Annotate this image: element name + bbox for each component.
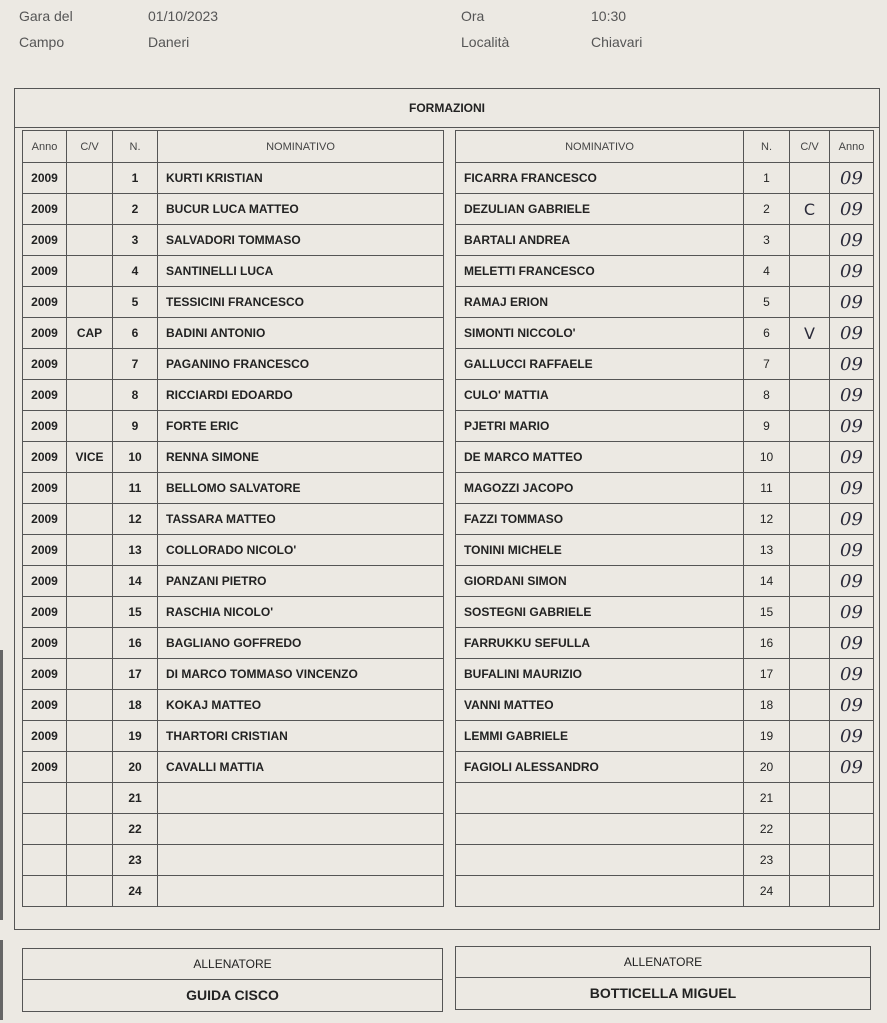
anno-cell <box>23 845 67 876</box>
cv-cell <box>790 690 830 721</box>
away-player-row <box>456 504 874 535</box>
cv-cell <box>790 535 830 566</box>
cv-cell <box>67 721 113 752</box>
player-name-cell: PJETRI MARIO <box>456 411 744 442</box>
number-cell: 23 <box>113 845 158 876</box>
number-cell: 9 <box>744 411 790 442</box>
cv-cell: C <box>790 194 830 225</box>
anno-cell: 2009 <box>23 473 67 504</box>
player-name-cell: CULO' MATTIA <box>456 380 744 411</box>
anno-cell: 2009 <box>23 535 67 566</box>
number-cell: 8 <box>113 380 158 411</box>
number-cell: 6 <box>113 318 158 349</box>
cv-cell <box>790 876 830 907</box>
away-player-row <box>456 287 874 318</box>
anno-cell: 09 <box>830 256 874 287</box>
away-player-row <box>456 411 874 442</box>
player-name-cell <box>456 845 744 876</box>
player-name-cell: LEMMI GABRIELE <box>456 721 744 752</box>
home-coach-label: ALLENATORE <box>23 949 442 980</box>
n-header: N. <box>113 131 158 163</box>
number-cell: 5 <box>113 287 158 318</box>
number-cell: 22 <box>744 814 790 845</box>
cv-cell <box>67 845 113 876</box>
anno-cell: 2009 <box>23 194 67 225</box>
cv-cell <box>67 287 113 318</box>
away-player-row <box>456 721 874 752</box>
number-cell: 18 <box>113 690 158 721</box>
cv-cell <box>67 597 113 628</box>
cv-cell <box>67 504 113 535</box>
away-player-row <box>456 535 874 566</box>
anno-cell: 2009 <box>23 411 67 442</box>
cv-cell <box>790 845 830 876</box>
home-player-row <box>23 504 444 535</box>
cv-cell <box>790 442 830 473</box>
number-cell: 24 <box>113 876 158 907</box>
away-player-row <box>456 194 874 225</box>
player-name-cell: TONINI MICHELE <box>456 535 744 566</box>
home-header-row <box>23 131 444 163</box>
player-name-cell <box>456 876 744 907</box>
away-player-row <box>456 256 874 287</box>
player-name-cell: FAZZI TOMMASO <box>456 504 744 535</box>
page-edge <box>0 650 3 920</box>
number-cell: 11 <box>113 473 158 504</box>
player-name-cell: GALLUCCI RAFFAELE <box>456 349 744 380</box>
ora-label: Ora <box>461 8 485 24</box>
home-team-table <box>22 130 444 907</box>
cv-cell <box>790 473 830 504</box>
cv-cell <box>67 814 113 845</box>
number-cell: 16 <box>113 628 158 659</box>
home-player-row <box>23 287 444 318</box>
number-cell: 10 <box>744 442 790 473</box>
number-cell: 13 <box>113 535 158 566</box>
localita-value: Chiavari <box>591 34 643 50</box>
player-name-cell: RICCIARDI EDOARDO <box>158 380 444 411</box>
anno-cell <box>23 783 67 814</box>
cv-cell <box>67 752 113 783</box>
number-cell: 1 <box>113 163 158 194</box>
away-player-row <box>456 380 874 411</box>
anno-cell: 09 <box>830 442 874 473</box>
cv-cell <box>67 566 113 597</box>
player-name-cell: BARTALI ANDREA <box>456 225 744 256</box>
cv-cell <box>67 163 113 194</box>
number-cell: 4 <box>113 256 158 287</box>
anno-cell: 09 <box>830 597 874 628</box>
number-cell: 14 <box>113 566 158 597</box>
number-cell: 15 <box>113 597 158 628</box>
cv-cell <box>67 628 113 659</box>
nominativo-header: NOMINATIVO <box>456 131 744 163</box>
home-player-row <box>23 752 444 783</box>
cv-cell: CAP <box>67 318 113 349</box>
away-player-row <box>456 442 874 473</box>
cv-cell <box>67 473 113 504</box>
away-player-row <box>456 349 874 380</box>
cv-cell <box>790 411 830 442</box>
home-player-row <box>23 876 444 907</box>
number-cell: 21 <box>113 783 158 814</box>
anno-cell: 2009 <box>23 442 67 473</box>
away-player-row <box>456 473 874 504</box>
player-name-cell: SALVADORI TOMMASO <box>158 225 444 256</box>
anno-cell: 2009 <box>23 628 67 659</box>
number-cell: 1 <box>744 163 790 194</box>
player-name-cell <box>158 876 444 907</box>
home-coach-box <box>22 948 443 1012</box>
player-name-cell: BUFALINI MAURIZIO <box>456 659 744 690</box>
number-cell: 23 <box>744 845 790 876</box>
cv-cell <box>67 783 113 814</box>
player-name-cell: SIMONTI NICCOLO' <box>456 318 744 349</box>
player-name-cell: SANTINELLI LUCA <box>158 256 444 287</box>
number-cell: 5 <box>744 287 790 318</box>
player-name-cell: BADINI ANTONIO <box>158 318 444 349</box>
player-name-cell <box>158 783 444 814</box>
anno-cell: 09 <box>830 380 874 411</box>
anno-cell: 2009 <box>23 504 67 535</box>
anno-cell: 2009 <box>23 256 67 287</box>
cv-cell <box>790 380 830 411</box>
number-cell: 22 <box>113 814 158 845</box>
away-player-row <box>456 690 874 721</box>
number-cell: 14 <box>744 566 790 597</box>
away-player-row <box>456 597 874 628</box>
player-name-cell: BUCUR LUCA MATTEO <box>158 194 444 225</box>
player-name-cell: PAGANINO FRANCESCO <box>158 349 444 380</box>
player-name-cell: VANNI MATTEO <box>456 690 744 721</box>
player-name-cell: BAGLIANO GOFFREDO <box>158 628 444 659</box>
anno-cell <box>830 876 874 907</box>
cv-cell <box>67 876 113 907</box>
player-name-cell: DE MARCO MATTEO <box>456 442 744 473</box>
number-cell: 12 <box>744 504 790 535</box>
gara-date: 01/10/2023 <box>148 8 219 24</box>
cv-cell <box>790 349 830 380</box>
campo-label: Campo <box>19 34 65 50</box>
player-name-cell <box>456 814 744 845</box>
anno-cell: 09 <box>830 504 874 535</box>
number-cell: 24 <box>744 876 790 907</box>
number-cell: 10 <box>113 442 158 473</box>
number-cell: 6 <box>744 318 790 349</box>
campo-value: Daneri <box>148 34 190 50</box>
anno-cell: 09 <box>830 690 874 721</box>
anno-cell: 09 <box>830 628 874 659</box>
away-player-row <box>456 876 874 907</box>
cv-cell <box>790 566 830 597</box>
player-name-cell: MELETTI FRANCESCO <box>456 256 744 287</box>
anno-cell: 09 <box>830 721 874 752</box>
anno-cell <box>830 814 874 845</box>
cv-cell <box>790 504 830 535</box>
number-cell: 9 <box>113 411 158 442</box>
home-coach-name: GUIDA CISCO <box>186 987 279 1003</box>
number-cell: 20 <box>744 752 790 783</box>
cv-cell: V <box>790 318 830 349</box>
home-player-row <box>23 597 444 628</box>
player-name-cell: TASSARA MATTEO <box>158 504 444 535</box>
player-name-cell: CAVALLI MATTIA <box>158 752 444 783</box>
home-player-row <box>23 194 444 225</box>
ora-value: 10:30 <box>591 8 627 24</box>
formazioni-title: FORMAZIONI <box>14 88 880 128</box>
anno-cell: 09 <box>830 411 874 442</box>
player-name-cell: KOKAJ MATTEO <box>158 690 444 721</box>
home-player-row <box>23 349 444 380</box>
player-name-cell: BELLOMO SALVATORE <box>158 473 444 504</box>
cv-cell <box>790 659 830 690</box>
away-coach-box <box>455 946 871 1010</box>
number-cell: 21 <box>744 783 790 814</box>
anno-cell: 09 <box>830 752 874 783</box>
number-cell: 4 <box>744 256 790 287</box>
cv-cell <box>790 225 830 256</box>
player-name-cell: SOSTEGNI GABRIELE <box>456 597 744 628</box>
away-player-row <box>456 628 874 659</box>
number-cell: 8 <box>744 380 790 411</box>
anno-cell: 09 <box>830 659 874 690</box>
player-name-cell: DI MARCO TOMMASO VINCENZO <box>158 659 444 690</box>
player-name-cell: COLLORADO NICOLO' <box>158 535 444 566</box>
number-cell: 13 <box>744 535 790 566</box>
number-cell: 3 <box>113 225 158 256</box>
anno-cell: 2009 <box>23 163 67 194</box>
anno-cell: 2009 <box>23 690 67 721</box>
away-player-row <box>456 566 874 597</box>
anno-cell <box>830 783 874 814</box>
anno-cell: 2009 <box>23 349 67 380</box>
home-player-row <box>23 659 444 690</box>
away-player-row <box>456 783 874 814</box>
anno-cell: 09 <box>830 318 874 349</box>
home-player-row <box>23 783 444 814</box>
number-cell: 16 <box>744 628 790 659</box>
cv-cell <box>790 783 830 814</box>
anno-cell <box>23 876 67 907</box>
away-player-row <box>456 752 874 783</box>
number-cell: 17 <box>744 659 790 690</box>
anno-cell: 2009 <box>23 659 67 690</box>
player-name-cell <box>158 845 444 876</box>
player-name-cell: FAGIOLI ALESSANDRO <box>456 752 744 783</box>
home-player-row <box>23 411 444 442</box>
cv-cell <box>67 256 113 287</box>
number-cell: 2 <box>113 194 158 225</box>
home-player-row <box>23 628 444 659</box>
anno-cell: 09 <box>830 473 874 504</box>
away-header-row <box>456 131 874 163</box>
player-name-cell: TESSICINI FRANCESCO <box>158 287 444 318</box>
number-cell: 3 <box>744 225 790 256</box>
away-coach-label: ALLENATORE <box>456 947 870 978</box>
cv-cell <box>67 225 113 256</box>
n-header: N. <box>744 131 790 163</box>
anno-cell: 2009 <box>23 566 67 597</box>
cv-cell <box>790 597 830 628</box>
anno-cell: 2009 <box>23 752 67 783</box>
cv-cell <box>790 628 830 659</box>
anno-cell: 2009 <box>23 721 67 752</box>
anno-cell: 09 <box>830 349 874 380</box>
anno-cell: 2009 <box>23 225 67 256</box>
number-cell: 19 <box>113 721 158 752</box>
number-cell: 7 <box>113 349 158 380</box>
cv-cell <box>790 287 830 318</box>
cv-cell <box>67 349 113 380</box>
away-player-row <box>456 659 874 690</box>
player-name-cell <box>158 814 444 845</box>
home-player-row <box>23 566 444 597</box>
anno-cell: 09 <box>830 225 874 256</box>
cv-cell <box>790 256 830 287</box>
home-player-row <box>23 163 444 194</box>
anno-cell: 2009 <box>23 318 67 349</box>
home-player-row <box>23 318 444 349</box>
number-cell: 11 <box>744 473 790 504</box>
nominativo-header: NOMINATIVO <box>158 131 444 163</box>
anno-cell: 09 <box>830 194 874 225</box>
cv-cell <box>67 690 113 721</box>
home-player-row <box>23 442 444 473</box>
cv-cell <box>67 411 113 442</box>
localita-label: Località <box>461 34 510 50</box>
anno-cell: 2009 <box>23 380 67 411</box>
home-player-row <box>23 814 444 845</box>
anno-cell: 2009 <box>23 287 67 318</box>
away-player-row <box>456 163 874 194</box>
away-coach-name: BOTTICELLA MIGUEL <box>589 985 737 1001</box>
cv-cell <box>790 814 830 845</box>
player-name-cell: DEZULIAN GABRIELE <box>456 194 744 225</box>
anno-cell: 09 <box>830 535 874 566</box>
cv-cell: VICE <box>67 442 113 473</box>
number-cell: 2 <box>744 194 790 225</box>
player-name-cell: RENNA SIMONE <box>158 442 444 473</box>
number-cell: 19 <box>744 721 790 752</box>
home-player-row <box>23 256 444 287</box>
anno-cell: 09 <box>830 287 874 318</box>
player-name-cell: KURTI KRISTIAN <box>158 163 444 194</box>
cv-cell <box>790 752 830 783</box>
player-name-cell <box>456 783 744 814</box>
home-player-row <box>23 845 444 876</box>
home-player-row <box>23 690 444 721</box>
player-name-cell: RASCHIA NICOLO' <box>158 597 444 628</box>
home-player-row <box>23 225 444 256</box>
away-team-table <box>455 130 874 907</box>
number-cell: 7 <box>744 349 790 380</box>
number-cell: 18 <box>744 690 790 721</box>
cv-header: C/V <box>67 131 113 163</box>
player-name-cell: RAMAJ ERION <box>456 287 744 318</box>
anno-header: Anno <box>23 131 67 163</box>
cv-cell <box>67 380 113 411</box>
cv-cell <box>790 721 830 752</box>
number-cell: 15 <box>744 597 790 628</box>
home-player-row <box>23 473 444 504</box>
number-cell: 20 <box>113 752 158 783</box>
player-name-cell: FORTE ERIC <box>158 411 444 442</box>
away-player-row <box>456 814 874 845</box>
anno-cell: 2009 <box>23 597 67 628</box>
page-edge-lower <box>0 940 3 1020</box>
away-player-row <box>456 845 874 876</box>
gara-label: Gara del <box>19 8 73 24</box>
player-name-cell: FICARRA FRANCESCO <box>456 163 744 194</box>
player-name-cell: PANZANI PIETRO <box>158 566 444 597</box>
number-cell: 17 <box>113 659 158 690</box>
player-name-cell: MAGOZZI JACOPO <box>456 473 744 504</box>
anno-cell <box>830 845 874 876</box>
player-name-cell: GIORDANI SIMON <box>456 566 744 597</box>
anno-cell <box>23 814 67 845</box>
anno-cell: 09 <box>830 163 874 194</box>
home-player-row <box>23 535 444 566</box>
number-cell: 12 <box>113 504 158 535</box>
cv-cell <box>67 194 113 225</box>
player-name-cell: FARRUKKU SEFULLA <box>456 628 744 659</box>
away-player-row <box>456 225 874 256</box>
home-player-row <box>23 380 444 411</box>
cv-cell <box>67 659 113 690</box>
anno-header: Anno <box>830 131 874 163</box>
player-name-cell: THARTORI CRISTIAN <box>158 721 444 752</box>
cv-cell <box>790 163 830 194</box>
away-player-row <box>456 318 874 349</box>
anno-cell: 09 <box>830 566 874 597</box>
cv-cell <box>67 535 113 566</box>
home-player-row <box>23 721 444 752</box>
cv-header: C/V <box>790 131 830 163</box>
